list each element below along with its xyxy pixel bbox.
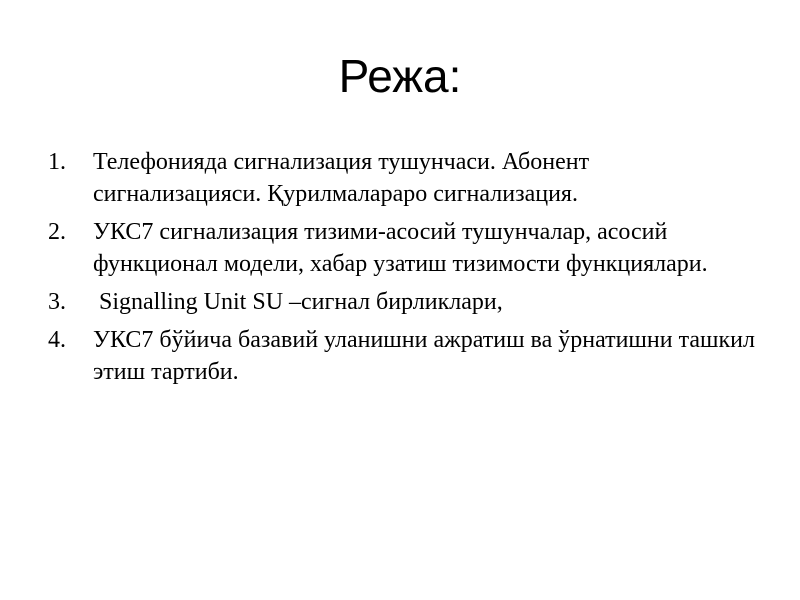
item-number: 2. bbox=[48, 219, 66, 245]
item-number: 3. bbox=[48, 289, 66, 315]
agenda-item-4 bbox=[48, 324, 758, 388]
agenda-item-3 bbox=[48, 286, 758, 318]
agenda-list bbox=[48, 146, 758, 394]
slide-title: Режа: bbox=[338, 50, 462, 102]
item-text: Signalling Unit SU –сигнал бирликлари, bbox=[93, 289, 503, 315]
agenda-item-1 bbox=[48, 146, 758, 210]
item-number: 4. bbox=[48, 327, 66, 353]
item-number: 1. bbox=[48, 149, 66, 175]
item-text: УКС7 сигнализация тизими-асосий тушунчалар, асосий функционал модели, хабар узатиш тизимости функциялари. bbox=[93, 219, 708, 277]
item-text: Телефонияда сигнализация тушунчаси. Абонент сигнализацияси. Қурилмалараро сигнализация. bbox=[93, 149, 590, 207]
agenda-item-2 bbox=[48, 216, 758, 280]
item-text: УКС7 бўйича базавий уланишни ажратиш ва ўрнатишни ташкил этиш тартиби. bbox=[93, 327, 755, 385]
